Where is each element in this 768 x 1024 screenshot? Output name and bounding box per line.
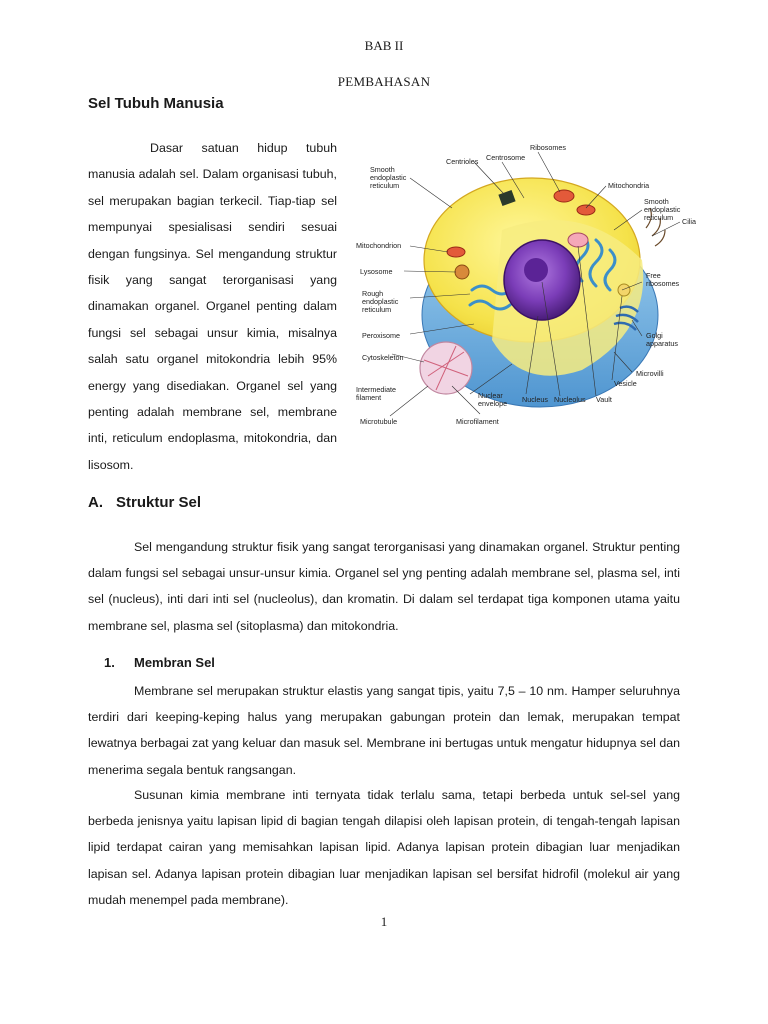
vesicle-shape xyxy=(618,284,630,296)
label-smooth-er-left-1: Smooth xyxy=(370,165,395,174)
label-cilia: Cilia xyxy=(682,217,696,226)
paragraph-membran-sel-2: Susunan kimia membrane inti ternyata tidak terlalu sama, tetapi berbeda untuk sel-sel yang berbeda jenisnya yaitu lapisan lipid di bagian tengah dilapisi oleh lapisan protein, di tengah-tengah lapisan lipid terdapat cairan yang memisahkan lapisan lipid. Adanya lapisan protein dibagian luar menjadikan lapisan sel. Adanya lapisan protein dibagian luar menjadikan lapisan sel bersifat hidrofil (molekul air yang mudah menempel pada membrane). xyxy=(88,788,680,907)
paragraph-membran-sel-1: Membrane sel merupakan struktur elastis yang sangat tipis, yaitu 7,5 – 10 nm. Hamper seluruhnya terdiri dari keeping-keping halus yang merupakan gabungan protein dan lemak, merupakan tempat lewatnya berbagai zat yang keluar dan masuk sel. Membrane ini bertugas untuk mengatur hidupnya sel dan menerima segala bentuk rangsangan. xyxy=(88,684,680,777)
page-number: 1 xyxy=(380,914,388,929)
mitochondrion-shape xyxy=(554,190,574,202)
heading-a-number: A. xyxy=(88,494,103,511)
label-free-ribosomes-2: ribosomes xyxy=(646,279,680,288)
label-free-ribosomes-1: Free xyxy=(646,271,661,280)
label-nucleus: Nucleus xyxy=(522,395,548,404)
label-smooth-er-right-3: reticulum xyxy=(644,213,674,222)
label-nuclear-envelope-1: Nuclear xyxy=(478,391,503,400)
cell-diagram-svg xyxy=(352,140,718,440)
label-microvilli: Microvilli xyxy=(636,369,664,378)
heading-1-text: Membran Sel xyxy=(134,655,215,670)
label-centrosome: Centrosome xyxy=(486,153,526,162)
nucleolus-shape xyxy=(524,258,548,282)
label-rough-er-3: reticulum xyxy=(362,305,392,314)
label-smooth-er-right-1: Smooth xyxy=(644,197,669,206)
label-smooth-er-left-3: reticulum xyxy=(370,181,400,190)
intro-column xyxy=(88,135,337,478)
lysosome-shape xyxy=(455,265,469,279)
label-vesicle: Vesicle xyxy=(614,379,637,388)
label-nuclear-envelope-2: envelope xyxy=(478,399,508,408)
heading-1-number: 1. xyxy=(104,655,115,670)
section-title: PEMBAHASAN xyxy=(337,74,431,89)
label-intermediate-1: Intermediate xyxy=(356,385,396,394)
chapter-label: BAB II xyxy=(364,38,404,53)
label-centrioles: Centrioles xyxy=(446,157,479,166)
label-intermediate-2: filament xyxy=(356,393,382,402)
heading-sel-tubuh-manusia: Sel Tubuh Manusia xyxy=(88,95,224,112)
paragraph-struktur-sel: Sel mengandung struktur fisik yang sangat terorganisasi yang dinamakan organel. Struktur penting dalam fungsi sel sebagai unsur-unsur kimia. Organel sel yng penting adalah membrane sel, plasma sel, inti sel (nucleus), inti dari inti sel (nucleolus), dan kromatin. Di dalam sel terdapat tiga komponen utama yaitu membrane sel, plasma sel (sitoplasma) dan mitokondria. xyxy=(88,540,680,633)
heading-a-text: Struktur Sel xyxy=(116,494,202,511)
cell-diagram xyxy=(352,140,718,440)
label-mitochondria: Mitochondria xyxy=(608,181,650,190)
label-ribosomes: Ribosomes xyxy=(530,143,566,152)
label-smooth-er-right-2: endoplastic xyxy=(644,205,681,214)
label-golgi-2: apparatus xyxy=(646,339,678,348)
label-rough-er-1: Rough xyxy=(362,289,384,298)
intro-paragraph: Dasar satuan hidup tubuh manusia adalah sel. Dalam organisasi tubuh, sel merupakan bagian terkecil. Tiap-tiap sel mempunyai spesialisasi sendiri sesuai dengan fungsinya. Sel mengandung struktur fisik yang sangat terorganisasi yang dinamakan organel. Organel penting dalam fungsi sel sebagai unsur kimia, misalnya salah satu organel mitokondria lebih 95% energy yang disediakan. Organel sel yang penting adalah membrane sel, membrane inti, reticulum endoplasma, mitokondria, dan lisosom. xyxy=(88,141,337,472)
label-peroxisome: Peroxisome xyxy=(362,331,400,340)
label-golgi-1: Golgi xyxy=(646,331,663,340)
vault-shape xyxy=(568,233,588,247)
label-smooth-er-left-2: endoplastic xyxy=(370,173,407,182)
mitochondrion-shape-3 xyxy=(447,247,465,257)
heading-membran-sel xyxy=(104,655,215,670)
label-vault: Vault xyxy=(596,395,612,404)
label-rough-er-2: endoplastic xyxy=(362,297,399,306)
label-nucleolus: Nucleolus xyxy=(554,395,586,404)
mitochondrion-shape-2 xyxy=(577,205,595,215)
label-microtubule: Microtubule xyxy=(360,417,398,426)
label-cytoskeleton: Cytoskeleton xyxy=(362,353,404,362)
label-mitochondrion: Mitochondrion xyxy=(356,241,402,250)
label-microfilament: Microfilament xyxy=(456,417,499,426)
label-lysosome: Lysosome xyxy=(360,267,393,276)
heading-struktur-sel xyxy=(88,494,201,511)
